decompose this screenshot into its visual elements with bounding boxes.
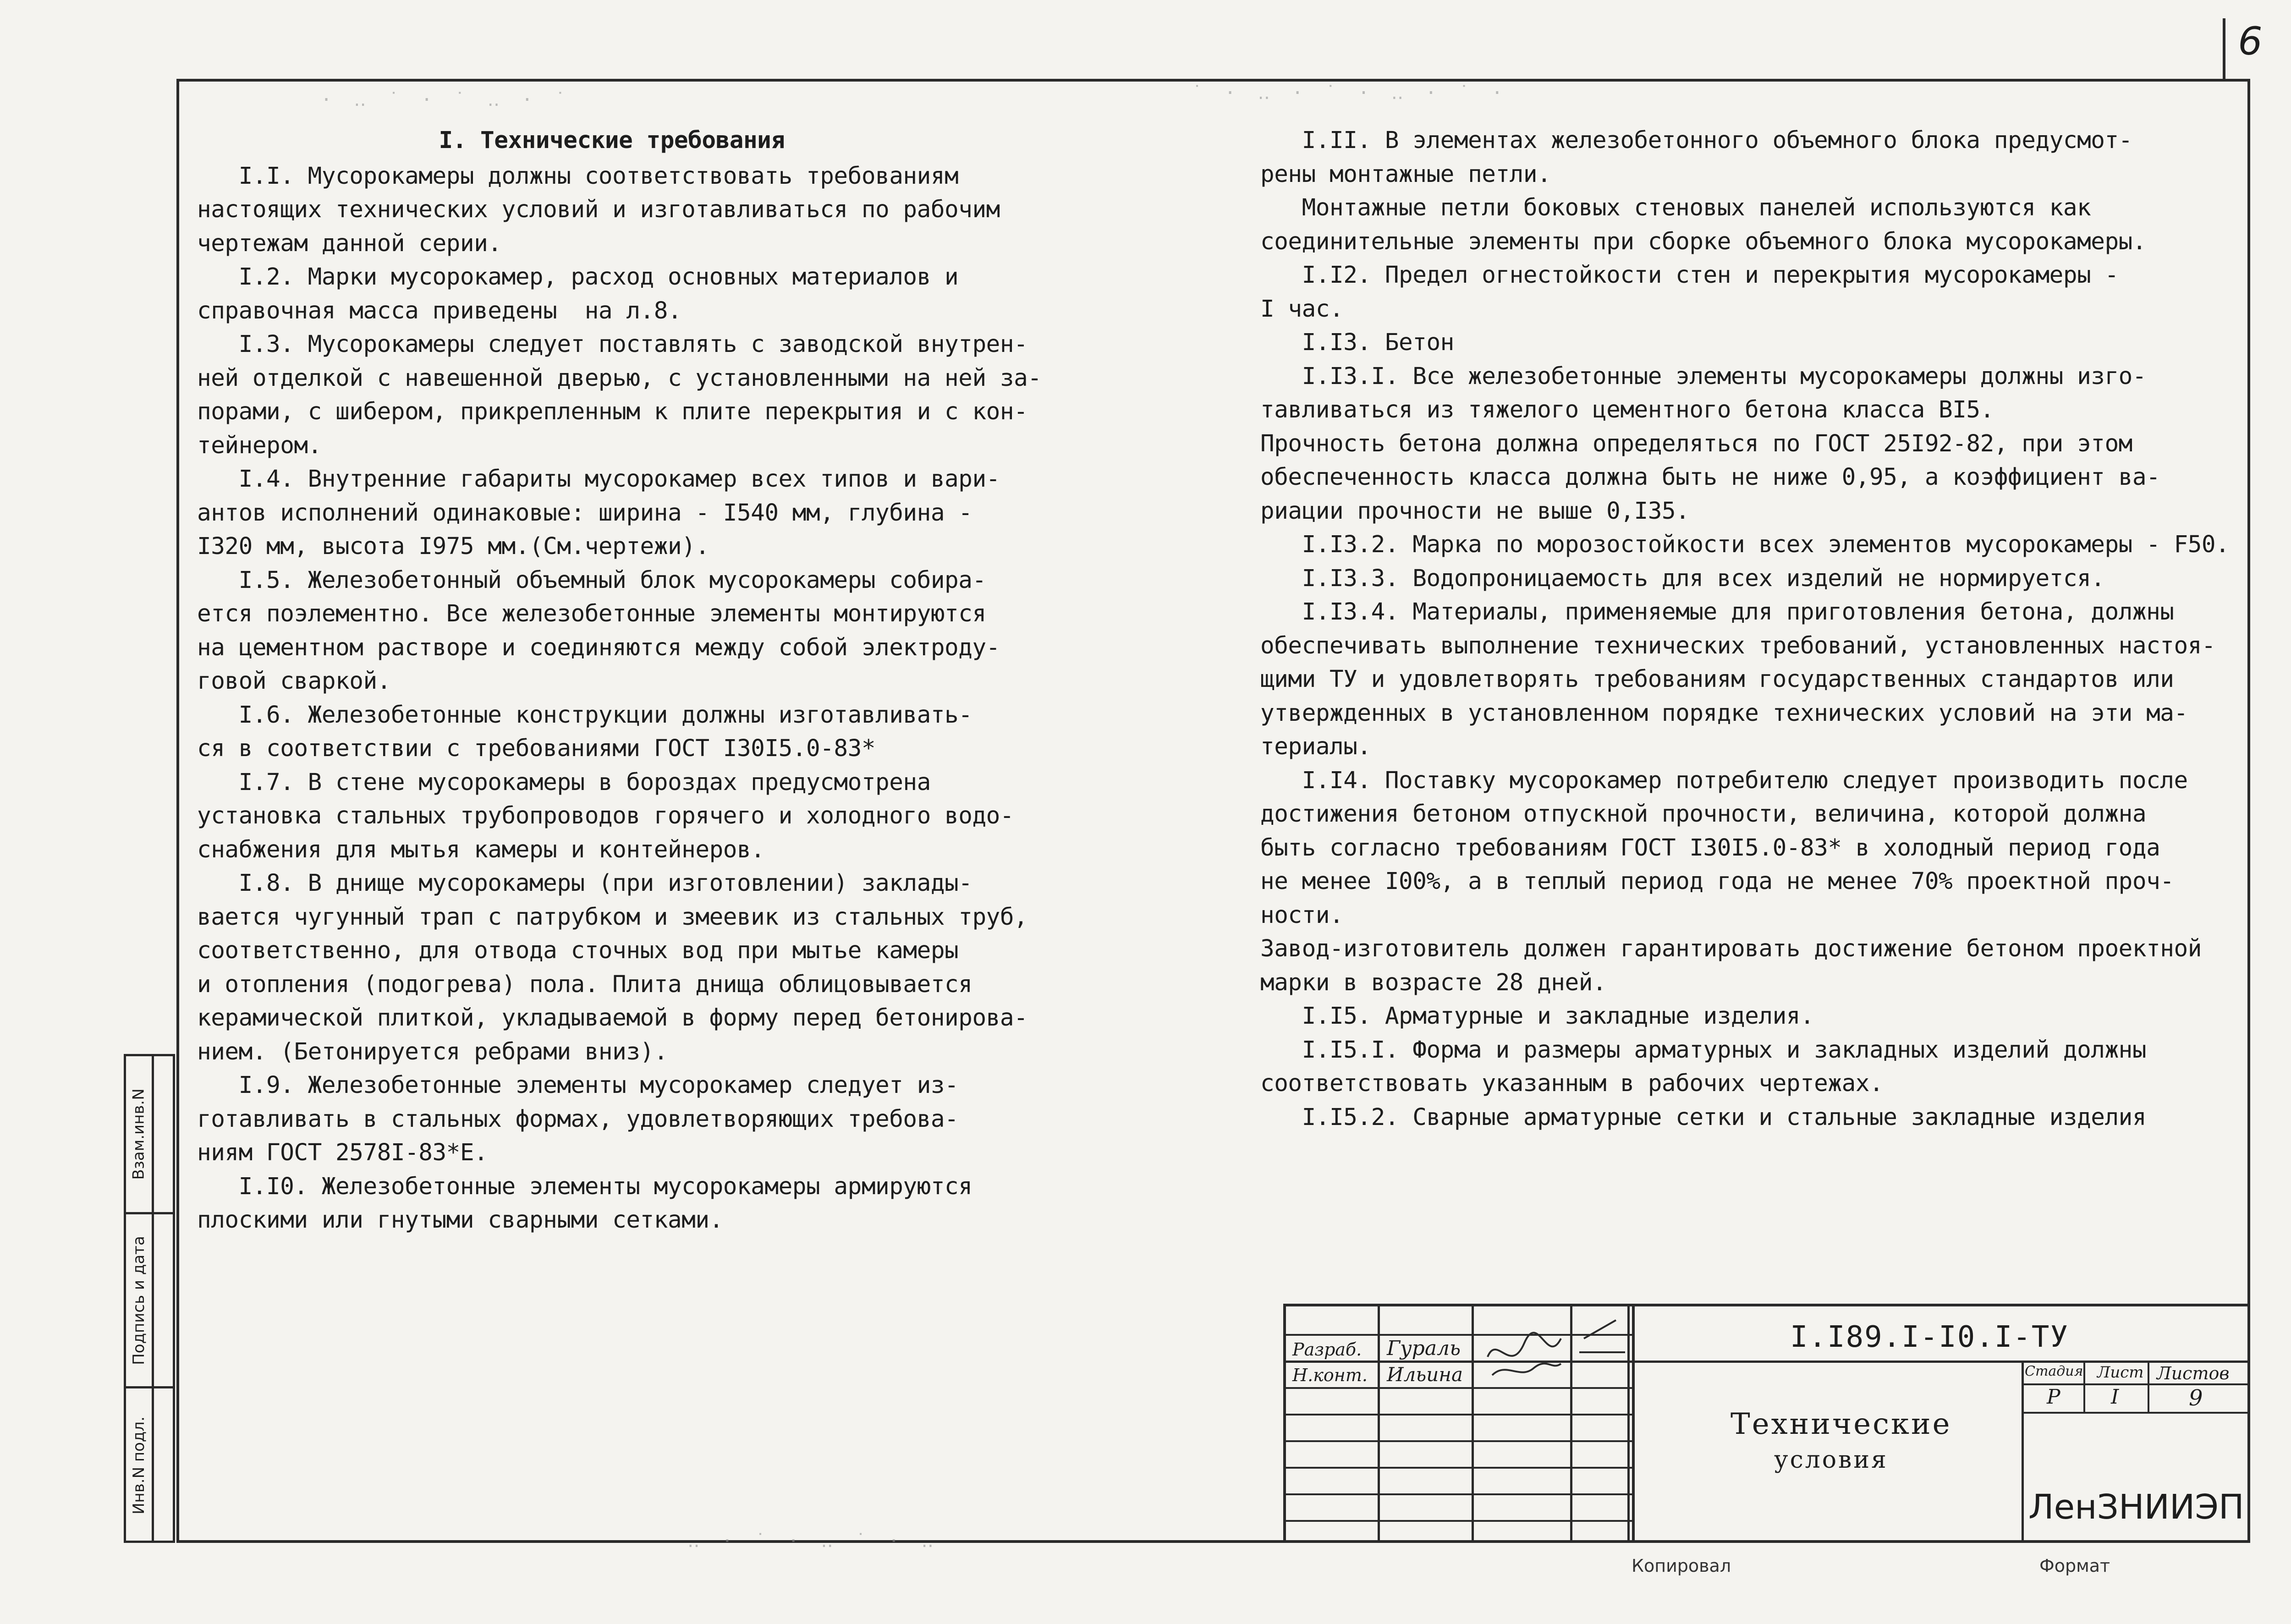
text-line: утвержденных в установленном порядке технических условий на эти ма- <box>1260 699 2188 727</box>
tb-line <box>1286 1440 1632 1442</box>
text-line: I.I5.2. Сварные арматурные сетки и стальные закладные изделия <box>1260 1103 2147 1131</box>
text-line: керамической плиткой, укладываемой в форму перед бетонирова- <box>197 1004 1028 1031</box>
role-norm-control: Н.конт. <box>1292 1365 1368 1385</box>
text-line: ности. <box>1260 901 1344 929</box>
text-line: говой сваркой. <box>197 668 391 695</box>
text-line: соответственно, для отвода сточных вод при мытье камеры <box>197 937 959 964</box>
signature-mark <box>1570 1311 1630 1361</box>
text-line: териалы. <box>1260 733 1371 760</box>
text-line: I.5. Железобетонный объемный блок мусорокамеры собира- <box>197 566 986 594</box>
text-line: Завод-изготовитель должен гарантировать достижение бетоном проектной <box>1260 935 2202 962</box>
text-line: Прочность бетона должна определяться по ГОСТ 25I92-82, при этом <box>1260 430 2132 457</box>
scan-noise: · ‥ ˙ · ˙ ‥ · ˙ <box>321 89 571 110</box>
text-line: ся в соответствии с требованиями ГОСТ I30I5.0-83* <box>197 735 876 762</box>
text-line: I.I3.I. Все железобетонные элементы мусорокамеры должны изго- <box>1260 362 2147 390</box>
tb-line <box>1286 1414 1632 1416</box>
text-line: готавливать в стальных формах, удовлетворяющих требова- <box>197 1105 959 1133</box>
text-line: снабжения для мытья камеры и контейнеров. <box>197 836 765 863</box>
copied-label: Копировал <box>1632 1556 1731 1576</box>
text-line: установка стальных трубопроводов горячего и холодного водо- <box>197 802 1014 829</box>
stage-value: Р <box>2047 1385 2060 1409</box>
text-line: плоскими или гнутыми сварными сетками. <box>197 1207 723 1234</box>
tb-line <box>2148 1361 2149 1412</box>
text-line: вается чугунный трап с патрубком и змеевик из стальных труб, <box>197 903 1028 931</box>
sheet-value: I <box>2111 1385 2119 1409</box>
document-code: I.I89.I-I0.I-ТУ <box>1790 1320 2069 1354</box>
tb-line <box>1286 1387 1632 1389</box>
text-line: I.II. В элементах железобетонного объемного блока предусмот- <box>1260 127 2132 154</box>
text-line: на цементном растворе и соединяются между собой электроду- <box>197 634 1000 661</box>
text-line: обеспеченность класса должна быть не ниже 0,95, а коэффициент ва- <box>1260 464 2160 491</box>
tb-line <box>1286 1520 1632 1522</box>
text-line: I320 мм, высота I975 мм.(См.чертежи). <box>197 533 709 560</box>
text-line: I.I3.2. Марка по морозостойкости всех элементов мусорокамеры - F50. <box>1260 531 2230 558</box>
tb-line <box>1378 1306 1380 1543</box>
sheets-value: 9 <box>2189 1385 2203 1411</box>
tb-line <box>1472 1306 1474 1543</box>
text-line: I.I4. Поставку мусорокамер потребителю следует производить после <box>1260 767 2188 794</box>
text-line: I.I0. Железобетонные элементы мусорокамеры армируются <box>197 1173 972 1200</box>
left-text-column <box>197 124 1042 1237</box>
text-line: соединительные элементы при сборке объемного блока мусорокамеры. <box>1260 228 2147 255</box>
text-line: не менее I00%, а в теплый период года не менее 70% проектной проч- <box>1260 868 2174 895</box>
doc-title-line2: условия <box>1774 1446 1888 1474</box>
name-norm-control: Ильина <box>1387 1363 1463 1386</box>
sheet-header: Лист <box>2097 1363 2144 1382</box>
role-developer: Разраб. <box>1292 1339 1362 1360</box>
text-line: ется поэлементно. Все железобетонные элементы монтируются <box>197 600 986 627</box>
page-number: 6 <box>2238 19 2263 64</box>
sheets-header: Листов <box>2157 1363 2230 1383</box>
text-line: I.3. Мусорокамеры следует поставлять с заводской внутрен- <box>197 331 1028 358</box>
strip-label-replace-inv: Взам.инв.N <box>130 1088 148 1180</box>
tb-line <box>1286 1493 1632 1495</box>
tb-line <box>2022 1361 2024 1543</box>
text-line: и отопления (подогрева) пола. Плита днища облицовывается <box>197 971 972 998</box>
tb-line <box>1286 1467 1632 1469</box>
doc-title-line1: Технические <box>1731 1407 1952 1441</box>
text-line: нием. (Бетонируется ребрами вниз). <box>197 1038 668 1065</box>
text-line: I.8. В днище мусорокамеры (при изготовлении) заклады- <box>197 870 972 897</box>
stage-header: Стадия <box>2025 1363 2083 1379</box>
text-line: марки в возрасте 28 дней. <box>1260 969 1607 996</box>
text-line: I.I. Мусорокамеры должны соответствовать требованиям <box>197 162 959 190</box>
text-line: соответствовать указанным в рабочих чертежах. <box>1260 1070 1884 1097</box>
text-line: ниям ГОСТ 2578I-83*Е. <box>197 1139 488 1166</box>
text-line: ней отделкой с навешенной дверью, с установленными на ней за- <box>197 364 1042 392</box>
text-line: Монтажные петли боковых стеновых панелей используются как <box>1260 194 2091 221</box>
text-line: I.I2. Предел огнестойкости стен и перекрытия мусорокамеры - <box>1260 262 2119 289</box>
text-line: I.6. Железобетонные конструкции должны изготавливать- <box>197 701 972 729</box>
text-line: обеспечивать выполнение технических требований, установленных настоя- <box>1260 632 2216 659</box>
strip-label-signature-date: Подпись и дата <box>130 1235 148 1365</box>
text-line: настоящих технических условий и изготавливаться по рабочим <box>197 196 1000 223</box>
right-text-column <box>1260 124 2241 1134</box>
name-developer: Гураль <box>1387 1337 1461 1360</box>
title-block <box>1283 1304 2250 1543</box>
text-line: рены монтажные петли. <box>1260 160 1551 188</box>
scan-noise: ‥ · ˙ · ‥ ˙ · ‥ <box>687 1531 939 1552</box>
text-line: I.4. Внутренние габариты мусорокамер всех типов и вари- <box>197 466 1000 493</box>
text-line: быть согласно требованиям ГОСТ I30I5.0-83* в холодный период года <box>1260 834 2160 861</box>
text-line: I.I5. Арматурные и закладные изделия. <box>1260 1003 1814 1030</box>
text-line: антов исполнений одинаковые: ширина - I540 мм, глубина - <box>197 499 972 527</box>
text-line: порами, с шибером, прикрепленным к плите перекрытия и с кон- <box>197 398 1028 425</box>
scan-noise: ˙ · ‥ · ˙ · ‥ · ˙ · <box>1192 82 1508 104</box>
text-line: I.7. В стене мусорокамеры в бороздах предусмотрена <box>197 768 931 796</box>
text-line: тейнером. <box>197 432 322 459</box>
text-line: щими ТУ и удовлетворять требованиям государственных стандартов или <box>1260 666 2174 693</box>
section-heading: I. Технические требования <box>439 127 785 154</box>
text-line: справочная масса приведены на л.8. <box>197 297 682 324</box>
text-line: риации прочности не выше 0,I35. <box>1260 497 1690 525</box>
side-stamp-strip <box>124 1054 175 1543</box>
text-line: I.I3. Бетон <box>1260 329 1454 356</box>
tb-line <box>2083 1361 2085 1412</box>
organization-name: ЛенЗНИИЭП <box>2028 1487 2244 1527</box>
strip-label-original-inv: Инв.N подл. <box>130 1416 148 1514</box>
text-line: I.2. Марки мусорокамер, расход основных материалов и <box>197 263 959 291</box>
text-line: чертежам данной серии. <box>197 230 502 257</box>
text-line: I час. <box>1260 295 1344 323</box>
format-label: Формат <box>2039 1556 2110 1576</box>
strip-vertical-line <box>152 1056 154 1541</box>
text-line: I.I3.3. Водопроницаемость для всех изделий не нормируется. <box>1260 565 2105 592</box>
tb-line <box>2022 1412 2250 1414</box>
signature-scribble <box>1483 1325 1566 1384</box>
text-line: I.9. Железобетонные элементы мусорокамер следует из- <box>197 1072 959 1099</box>
text-line: достижения бетоном отпускной прочности, величина, которой должна <box>1260 801 2147 828</box>
text-line: тавливаться из тяжелого цементного бетона класса BI5. <box>1260 396 1994 423</box>
tb-line <box>1632 1306 1635 1543</box>
text-line: I.I3.4. Материалы, применяемые для приготовления бетона, должны <box>1260 598 2174 625</box>
text-line: I.I5.I. Форма и размеры арматурных и закладных изделий должны <box>1260 1036 2147 1064</box>
tb-line <box>1286 1361 2250 1363</box>
